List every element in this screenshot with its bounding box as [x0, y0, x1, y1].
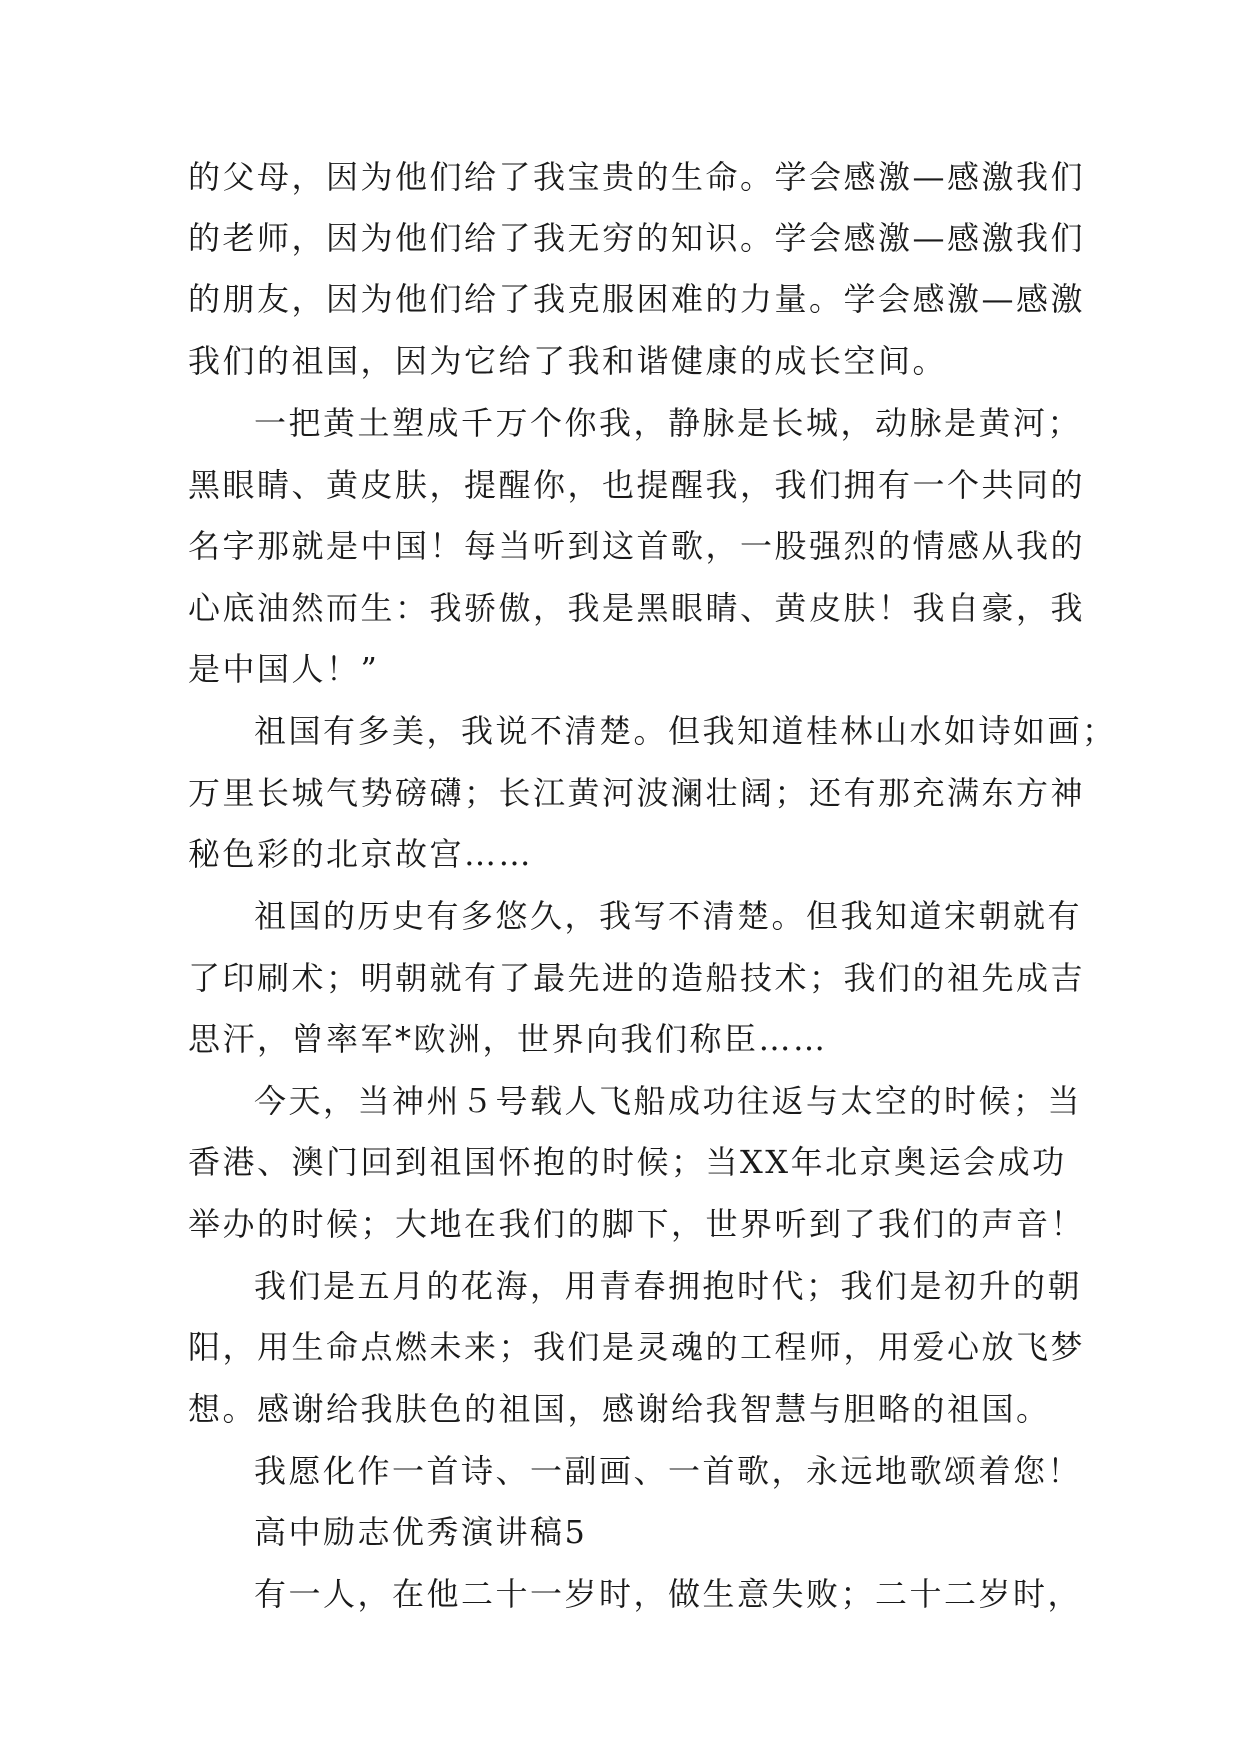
text-line: 香港、澳门回到祖国怀抱的时候；当XX年北京奥运会成功 — [188, 1143, 1067, 1181]
text-line: 万里长城气势磅礴；长江黄河波澜壮阔；还有那充满东方神 — [188, 774, 1086, 812]
text-line: 阳，用生命点燃未来；我们是灵魂的工程师，用爱心放飞梦 — [188, 1328, 1086, 1366]
paragraph-first-line: 一把黄土塑成千万个你我，静脉是长城，动脉是黄河； — [254, 404, 1083, 442]
text-line: 秘色彩的北京故宫…… — [188, 835, 534, 873]
paragraph-first-line: 有一人，在他二十一岁时，做生意失败；二十二岁时， — [254, 1575, 1083, 1613]
text-line: 黑眼睛、黄皮肤，提醒你，也提醒我，我们拥有一个共同的 — [188, 466, 1086, 504]
paragraph-first-line: 我愿化作一首诗、一副画、一首歌，永远地歌颂着您！ — [254, 1452, 1083, 1490]
text-line: 名字那就是中国！每当听到这首歌，一股强烈的情感从我的 — [188, 527, 1086, 565]
text-line: 思汗，曾率军*欧洲，世界向我们称臣…… — [188, 1020, 828, 1058]
text-line: 心底油然而生：我骄傲，我是黑眼睛、黄皮肤！我自豪，我 — [188, 589, 1086, 627]
text-line: 的朋友，因为他们给了我克服困难的力量。学会感激—感激 — [188, 280, 1086, 318]
text-line: 想。感谢给我肤色的祖国，感谢给我智慧与胆略的祖国。 — [188, 1390, 1051, 1428]
text-line: 举办的时候；大地在我们的脚下，世界听到了我们的声音！ — [188, 1205, 1086, 1243]
text-line: 我们的祖国，因为它给了我和谐健康的成长空间。 — [188, 342, 948, 380]
paragraph-first-line: 祖国有多美，我说不清楚。但我知道桂林山水如诗如画； — [254, 712, 1117, 750]
text-line: 的老师，因为他们给了我无穷的知识。学会感激—感激我们 — [188, 219, 1086, 257]
paragraph-first-line: 祖国的历史有多悠久，我写不清楚。但我知道宋朝就有 — [254, 897, 1083, 935]
paragraph-first-line: 今天，当神州５号载人飞船成功往返与太空的时候；当 — [254, 1082, 1083, 1120]
text-line: 是中国人！” — [188, 650, 380, 688]
text-line: 了印刷术；明朝就有了最先进的造船技术；我们的祖先成吉 — [188, 959, 1086, 997]
text-line: 的父母，因为他们给了我宝贵的生命。学会感激—感激我们 — [188, 158, 1086, 196]
section-heading: 高中励志优秀演讲稿5 — [254, 1513, 588, 1551]
paragraph-first-line: 我们是五月的花海，用青春拥抱时代；我们是初升的朝 — [254, 1267, 1083, 1305]
